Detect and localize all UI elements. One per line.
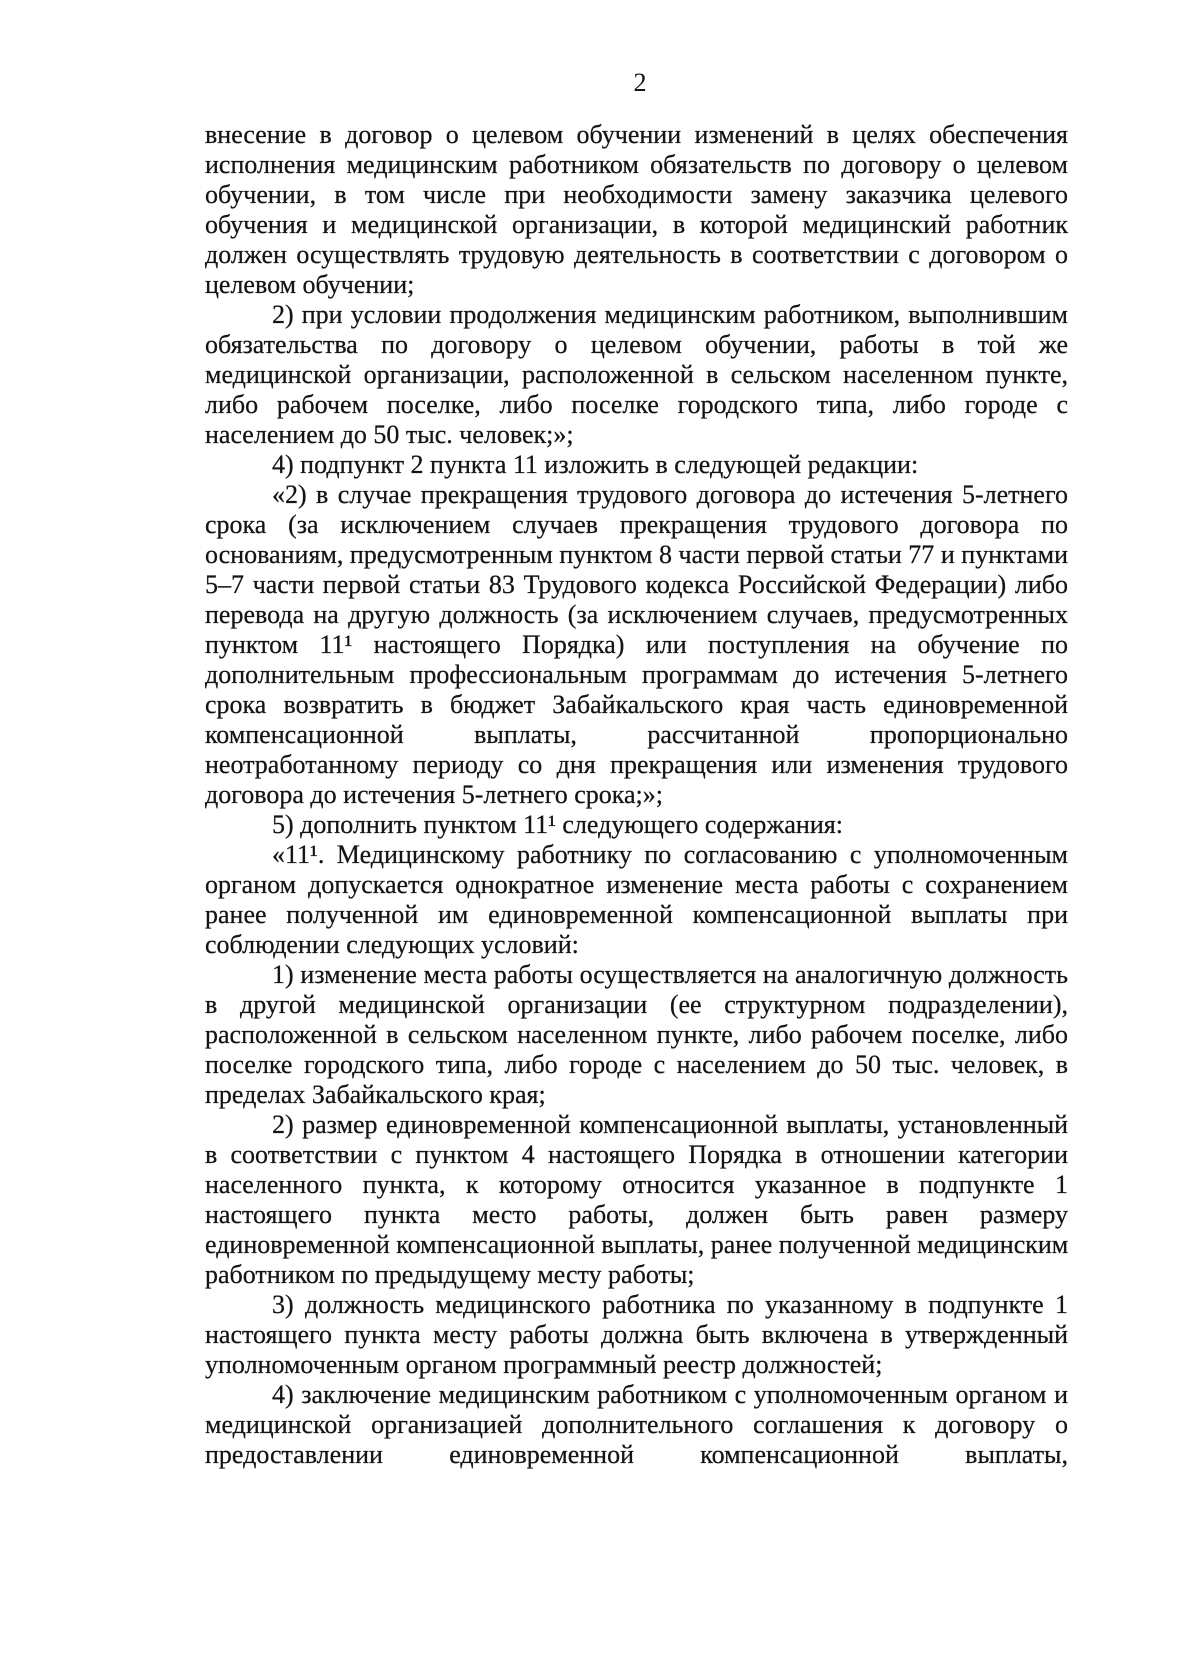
text-line: договора до истечения 5-летнего срока;»; xyxy=(205,780,663,809)
text-line: расположенной в сельском населенном пункте, либо рабочем поселке, либо xyxy=(205,1020,1068,1049)
paragraph-condition-3 xyxy=(205,1290,1068,1380)
text-line: дополнительным профессиональным программам до истечения 5-летнего xyxy=(205,660,1068,689)
text-line: компенсационной выплаты, рассчитанной пропорционально xyxy=(205,720,1068,749)
text-line: ранее полученной им единовременной компенсационной выплаты при xyxy=(205,900,1068,929)
text-line: должен осуществлять трудовую деятельность в соответствии с договором о xyxy=(205,240,1068,269)
text-line: 1) изменение места работы осуществляется на аналогичную должность xyxy=(272,960,1068,989)
paragraph-amendment-4 xyxy=(205,450,1068,480)
text-line: 4) заключение медицинским работником с уполномоченным органом и xyxy=(272,1380,1068,1409)
text-line: поселке городского типа, либо городе с населением до 50 тыс. человек, в xyxy=(205,1050,1068,1079)
text-line: обучении, в том числе при необходимости замену заказчика целевого xyxy=(205,180,1068,209)
text-line: либо рабочем поселке, либо поселке городского типа, либо городе с xyxy=(205,390,1068,419)
text-line: «11¹. Медицинскому работнику по согласованию с уполномоченным xyxy=(272,840,1068,869)
text-line: органом допускается однократное изменение места работы с сохранением xyxy=(205,870,1068,899)
text-line: в соответствии с пунктом 4 настоящего Порядка в отношении категории xyxy=(205,1140,1068,1169)
page-number: 2 xyxy=(633,68,647,97)
text-line: срока (за исключением случаев прекращения трудового договора по xyxy=(205,510,1068,539)
text-line: медицинской организацией дополнительного соглашения к договору о xyxy=(205,1410,1068,1439)
text-line: основаниям, предусмотренным пунктом 8 части первой статьи 77 и пунктами xyxy=(205,540,1068,569)
text-line: соблюдении следующих условий: xyxy=(205,930,579,959)
text-line: обучения и медицинской организации, в которой медицинский работник xyxy=(205,210,1068,239)
paragraph-item-2 xyxy=(205,300,1068,450)
text-line: обязательства по договору о целевом обучении, работы в той же xyxy=(205,330,1068,359)
text-line: срока возвратить в бюджет Забайкальского края часть единовременной xyxy=(205,690,1068,719)
text-line: медицинской организации, расположенной в сельском населенном пункте, xyxy=(205,360,1068,389)
text-line: работником по предыдущему месту работы; xyxy=(205,1260,695,1289)
text-line: предоставлении единовременной компенсационной выплаты, xyxy=(205,1440,1068,1469)
text-line: исполнения медицинским работником обязательств по договору о целевом xyxy=(205,150,1068,179)
paragraph-condition-1 xyxy=(205,960,1068,1110)
paragraph-quoted-subitem-2 xyxy=(205,480,1068,810)
document-body xyxy=(205,120,1068,1470)
text-line: «2) в случае прекращения трудового договора до истечения 5-летнего xyxy=(272,480,1068,509)
paragraph-continuation xyxy=(205,120,1068,300)
text-line: в другой медицинской организации (ее структурном подразделении), xyxy=(205,990,1068,1019)
text-line: населенного пункта, к которому относится указанное в подпункте 1 xyxy=(205,1170,1068,1199)
text-line: 2) размер единовременной компенсационной выплаты, установленный xyxy=(272,1110,1068,1139)
text-line: единовременной компенсационной выплаты, ранее полученной медицинским xyxy=(205,1230,1069,1259)
text-line: 5) дополнить пунктом 11¹ следующего содержания: xyxy=(272,810,843,839)
text-line: 5–7 части первой статьи 83 Трудового кодекса Российской Федерации) либо xyxy=(205,570,1068,599)
paragraph-condition-2 xyxy=(205,1110,1068,1290)
text-line: населением до 50 тыс. человек;»; xyxy=(205,420,574,449)
text-line: перевода на другую должность (за исключением случаев, предусмотренных xyxy=(205,600,1068,629)
paragraph-amendment-5 xyxy=(205,810,1068,840)
paragraph-quoted-item-11-1 xyxy=(205,840,1068,960)
text-line: пунктом 11¹ настоящего Порядка) или поступления на обучение по xyxy=(205,630,1068,659)
text-line: 4) подпункт 2 пункта 11 изложить в следующей редакции: xyxy=(272,450,919,479)
text-line: 2) при условии продолжения медицинским работником, выполнившим xyxy=(272,300,1068,329)
text-line: настоящего пункта месту работы должна быть включена в утвержденный xyxy=(205,1320,1068,1349)
text-line: целевом обучении; xyxy=(205,270,415,299)
paragraph-condition-4 xyxy=(205,1380,1068,1470)
text-line: внесение в договор о целевом обучении изменений в целях обеспечения xyxy=(205,120,1068,149)
text-line: неотработанному периоду со дня прекращения или изменения трудового xyxy=(205,750,1068,779)
text-line: уполномоченным органом программный реестр должностей; xyxy=(205,1350,883,1379)
text-line: пределах Забайкальского края; xyxy=(205,1080,546,1109)
text-line: 3) должность медицинского работника по указанному в подпункте 1 xyxy=(272,1290,1068,1319)
text-line: настоящего пункта место работы, должен быть равен размеру xyxy=(205,1200,1068,1229)
